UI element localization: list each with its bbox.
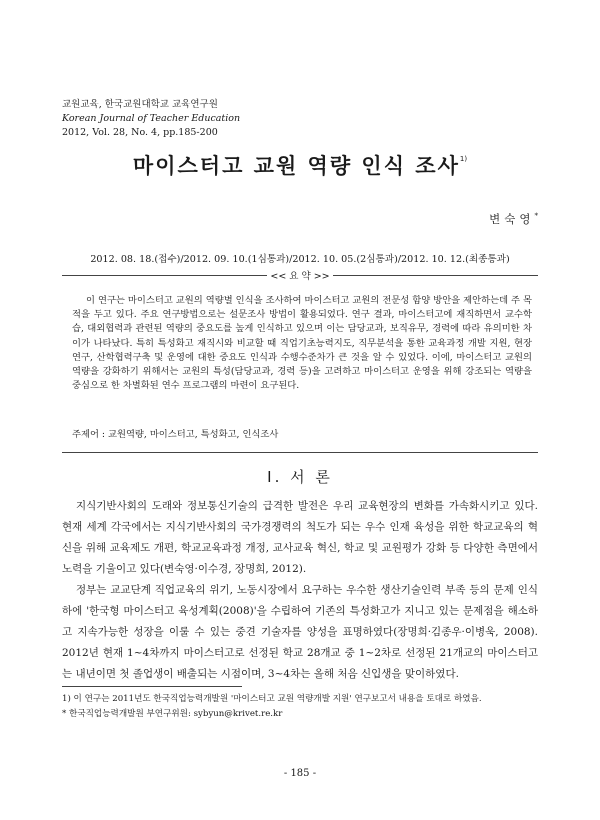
body-paragraph: 지식기반사회의 도래와 정보통신기술의 급격한 발전은 우리 교육현장의 변화를 가속화시키고 있다. 현재 세계 각국에서는 지식기반사회의 국가경쟁력의 척도가 되는 우수 인재 육성을 위한 학교교육의 혁신을 위해 교육제도 개편, 학교교육과정 개정, 교사교육 혁신, 학교 및 교원평가 강화 등 다양한 측면에서 노력을 기울이고 있다(변숙영·이수경, 장명희, 2012).: [62, 500, 538, 575]
author: [489, 211, 538, 227]
keywords: 주제어 : 교원역량, 마이스터고, 특성화고, 인식조사: [72, 429, 279, 440]
abstract-heading: [62, 268, 538, 284]
journal-info: [62, 98, 240, 140]
author-footnote-mark: *: [534, 212, 538, 221]
abstract-bottom-rule: [62, 452, 538, 453]
author-name: 변숙영: [489, 212, 535, 226]
journal-volume: 2012, Vol. 28, No. 4, pp.185-200: [62, 127, 218, 138]
body-paragraph: 정부는 교교단계 직업교육의 위기, 노동시장에서 요구하는 우수한 생산기술인력 부족 등의 문제 인식하에 '한국형 마이스터고 육성계획(2008)'을 수립하여 기존의 특성화고가 지니고 있는 문제점을 해소하고 지속가능한 성장을 이룰 수 있는 중견 기술자를 양성을 표명하였다(장명희·김종우·이병욱, 2008). 2012년 현재 1~4차까지 마이스터고로 선정된 학교 28개교 중 1~2차로 선정된 21개교의 마이스터고는 내년이면 첫 졸업생이 배출되는 시점이며, 3~4차는 올해 처음 신입생을 맞이하였다.: [62, 584, 538, 680]
page-number: - 185 -: [283, 768, 317, 779]
journal-name-en: Korean Journal of Teacher Education: [62, 113, 241, 124]
paper-title: [0, 150, 600, 180]
footnote-1: 1) 이 연구는 2011년도 한국직업능력개발원 '마이스터고 교원 역량개발 지원' 연구보고서 내용을 토대로 하였음.: [62, 694, 482, 704]
footnote-rule: [62, 686, 242, 687]
review-dates: 2012. 08. 18.(접수)/2012. 09. 10.(1심통과)/2012. 10. 05.(2심통과)/2012. 10. 12.(최종통과): [90, 254, 510, 265]
footnote-author: * 한국직업능력개발원 부연구위원: sybyun@krivet.re.kr: [62, 709, 283, 719]
paper-title-text: 마이스터고 교원 역량 인식 조사: [132, 154, 460, 178]
title-footnote-mark: 1): [459, 155, 468, 163]
section-title: Ⅰ. 서 론: [267, 468, 333, 486]
journal-name-ko: 교원교육, 한국교원대학교 교육연구원: [62, 99, 218, 110]
abstract-heading-label: << 요 약 >>: [270, 271, 330, 282]
abstract-heading-rule-right: [333, 275, 538, 276]
abstract-text: 이 연구는 마이스터고 교원의 역량별 인식을 조사하여 마이스터고 교원의 전문성 함양 방안을 제안하는데 주 목적을 두고 있다. 주요 연구방법으로는 설문조사 방법이 활용되었다. 연구 결과, 마이스터고에 재직하면서 교수학습, 대외협력과 관련된 역량의 중요도를 높게 인식하고 있으며 이는 담당교과, 보직유무, 경력에 따라 유의미한 차이가 나타났다. 특히 특성화고 재직시와 비교할 때 직업기초능력지도, 직무분석을 통한 교육과정 개발 지원, 현장연구, 산학협력구축 및 운영에 대한 중요도 인식과 수행수준차가 큰 것을 알 수 있었다. 이에, 마이스터고 교원의 역량을 강화하기 위해서는 교원의 특성(담당교과, 경력 등)을 고려하고 마이스터고 운영을 위해 강조되는 역량을 중심으로 한 차별화된 연수 프로그램의 마련이 요구된다.: [72, 295, 532, 392]
